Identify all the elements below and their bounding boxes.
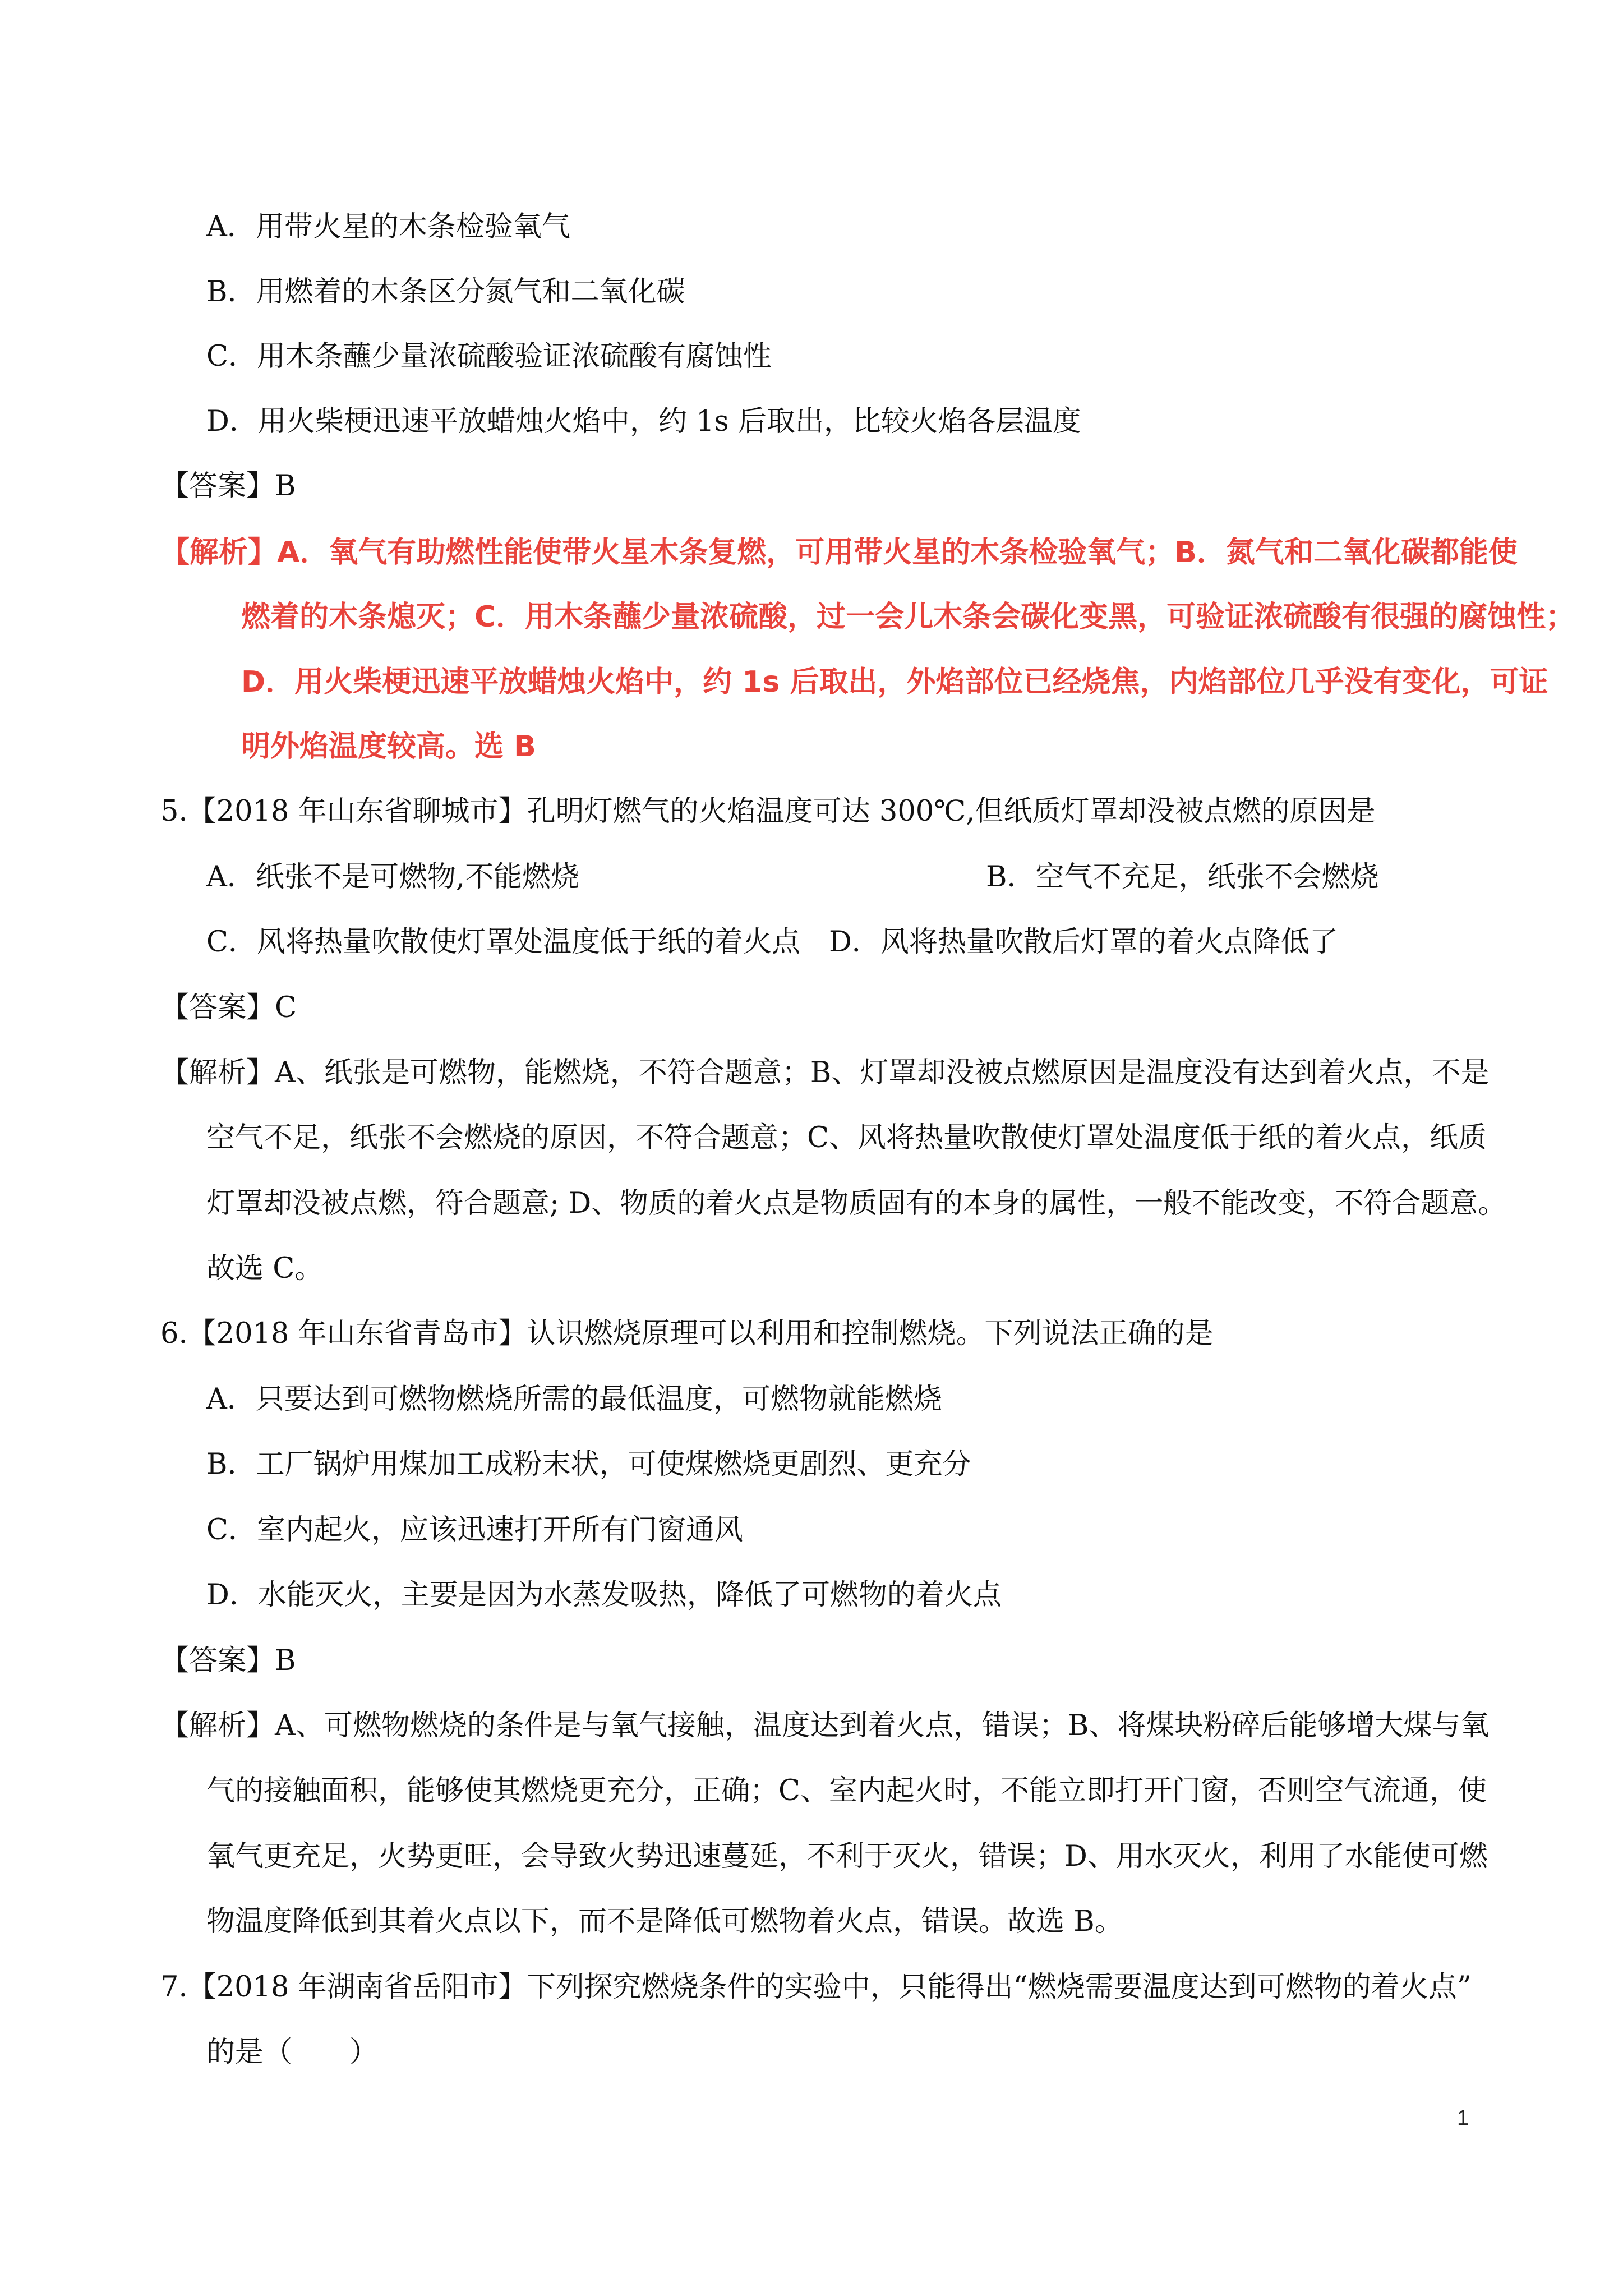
q4-explanation-line-4: 明外焰温度较高。选 B <box>241 730 536 763</box>
q4-answer: 【答案】B <box>160 470 296 503</box>
page-number: 1 <box>1457 2106 1469 2130</box>
q4-option-c: C．用木条蘸少量浓硫酸验证浓硫酸有腐蚀性 <box>206 340 772 373</box>
q7-stem-line-2: 的是（ ） <box>206 2036 379 2069</box>
q5-option-a: A．纸张不是可燃物,不能燃烧 <box>206 861 580 894</box>
q6-explanation-line-3: 氧气更充足，火势更旺，会导致火势迅速蔓延，不利于灭火，错误；D、用水灭火，利用了水能使可燃 <box>206 1840 1488 1873</box>
q6-explanation-line-2: 气的接触面积，能够使其燃烧更充分，正确；C、室内起火时，不能立即打开门窗，否则空气流通，使 <box>206 1774 1487 1807</box>
q5-option-b: B．空气不充足，纸张不会燃烧 <box>986 861 1379 894</box>
q6-explanation-line-1: 【解析】A、可燃物燃烧的条件是与氧气接触，温度达到着火点，错误；B、将煤块粉碎后能够增大煤与氧 <box>160 1709 1490 1742</box>
q4-option-d: D．用火柴梗迅速平放蜡烛火焰中，约 1s 后取出，比较火焰各层温度 <box>206 405 1081 438</box>
q5-options-cd: C．风将热量吹散使灯罩处温度低于纸的着火点 D．风将热量吹散后灯罩的着火点降低了 <box>206 926 1338 959</box>
q5-stem: 5.【2018 年山东省聊城市】孔明灯燃气的火焰温度可达 300℃,但纸质灯罩却没被点燃的原因是 <box>160 795 1376 828</box>
q5-options-ab <box>206 858 1440 897</box>
q6-explanation-line-4: 物温度降低到其着火点以下，而不是降低可燃物着火点，错误。故选 B。 <box>206 1905 1123 1938</box>
q6-option-c: C．室内起火，应该迅速打开所有门窗通风 <box>206 1513 744 1547</box>
q5-explanation-line-3: 灯罩却没被点燃，符合题意; D、物质的着火点是物质固有的本身的属性，一般不能改变，不符合题意。 <box>206 1187 1507 1220</box>
q6-answer: 【答案】B <box>160 1644 296 1677</box>
q6-option-a: A．只要达到可燃物燃烧所需的最低温度，可燃物就能燃烧 <box>206 1383 942 1416</box>
q4-option-b: B．用燃着的木条区分氮气和二氧化碳 <box>206 275 685 309</box>
q5-answer: 【答案】C <box>160 991 297 1024</box>
q5-explanation-line-1: 【解析】A、纸张是可燃物，能燃烧，不符合题意；B、灯罩却没被点燃原因是温度没有达到着火点，不是 <box>160 1056 1490 1089</box>
q5-explanation-line-4: 故选 C。 <box>206 1252 324 1285</box>
q4-explanation-line-3: D．用火柴梗迅速平放蜡烛火焰中，约 1s 后取出，外焰部位已经烧焦，内焰部位几乎没有变化，可证 <box>241 665 1548 699</box>
q5-explanation-line-2: 空气不足，纸张不会燃烧的原因，不符合题意；C、风将热量吹散使灯罩处温度低于纸的着火点，纸质 <box>206 1121 1487 1154</box>
q6-option-d: D．水能灭火，主要是因为水蒸发吸热，降低了可燃物的着火点 <box>206 1579 1002 1612</box>
q4-option-a: A．用带火星的木条检验氧气 <box>206 210 570 243</box>
q6-option-b: B．工厂锅炉用煤加工成粉末状，可使煤燃烧更剧烈、更充分 <box>206 1448 971 1481</box>
q6-stem: 6.【2018 年山东省青岛市】认识燃烧原理可以利用和控制燃烧。下列说法正确的是 <box>160 1317 1214 1350</box>
q4-explanation-line-2: 燃着的木条熄灭；C．用木条蘸少量浓硫酸，过一会儿木条会碳化变黑，可验证浓硫酸有很强的腐蚀性； <box>241 600 1575 634</box>
q4-explanation-line-1: 【解析】A．氧气有助燃性能使带火星木条复燃，可用带火星的木条检验氧气；B．氮气和二氧化碳都能使 <box>160 536 1518 569</box>
q7-stem-line-1: 7.【2018 年湖南省岳阳市】下列探究燃烧条件的实验中，只能得出“燃烧需要温度达到可燃物的着火点” <box>160 1971 1472 2004</box>
